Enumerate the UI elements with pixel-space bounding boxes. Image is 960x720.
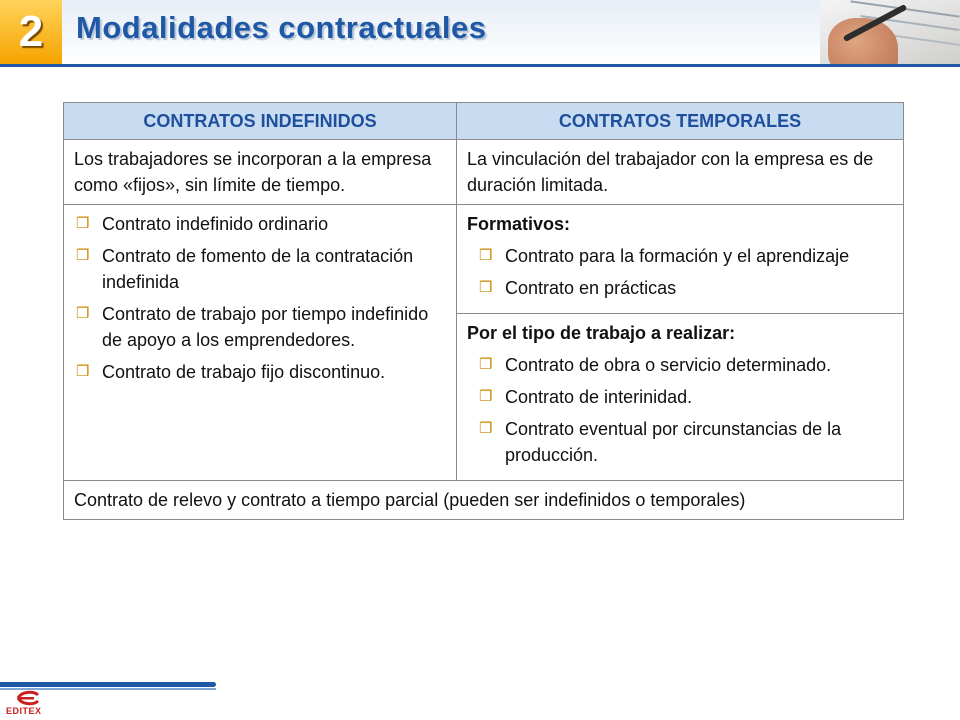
editex-logo-icon: [14, 690, 42, 706]
checkbox-bullet-icon: ❒: [76, 363, 90, 380]
list-item: [477, 416, 893, 468]
definition-temporales: La vinculación del trabajador con la empresa es de duración limitada.: [457, 140, 904, 205]
list-item-text: Contrato de fomento de la contratación indefinida: [102, 246, 414, 292]
footer-row: [64, 481, 904, 520]
column-header-temporales: CONTRATOS TEMPORALES: [457, 103, 904, 140]
table-header-row: [64, 103, 904, 140]
chapter-number: 2: [18, 7, 44, 56]
checkbox-bullet-icon: ❒: [479, 279, 493, 296]
header-divider: [0, 64, 960, 67]
checkbox-bullet-icon: ❒: [76, 247, 90, 264]
list-item-text: Contrato para la formación y el aprendizaje: [505, 246, 850, 266]
list-item-text: Contrato indefinido ordinario: [102, 214, 329, 234]
indefinidos-list-cell: [64, 205, 457, 481]
list-item-text: Contrato de obra o servicio determinado.: [505, 355, 832, 375]
checkbox-bullet-icon: ❒: [76, 215, 90, 232]
list-item: [74, 301, 446, 353]
list-item: [74, 211, 446, 237]
list-item-text: Contrato de interinidad.: [505, 387, 693, 407]
por-tipo-cell: [457, 314, 904, 481]
definition-indefinidos: Los trabajadores se incorporan a la empresa como «fijos», sin límite de tiempo.: [64, 140, 457, 205]
list-item: [74, 359, 446, 385]
list-item: [477, 352, 893, 378]
writing-hand-photo: [820, 0, 960, 64]
contracts-table: [63, 102, 904, 520]
list-item-text: Contrato en prácticas: [505, 278, 677, 298]
chapter-number-badge: [0, 0, 62, 64]
por-tipo-heading: Por el tipo de trabajo a realizar:: [467, 323, 736, 343]
formativos-cell: [457, 205, 904, 314]
list-item: [74, 243, 446, 295]
list-item: [477, 384, 893, 410]
footer-rule: [0, 682, 216, 687]
formativos-heading: Formativos:: [467, 214, 571, 234]
checkbox-bullet-icon: ❒: [76, 305, 90, 322]
relevo-parcial-note: Contrato de relevo y contrato a tiempo parcial (pueden ser indefinidos o temporales): [64, 481, 904, 520]
list-item: [477, 243, 893, 269]
list-item-text: Contrato eventual por circunstancias de la producción.: [505, 419, 842, 465]
slide-title: Modalidades contractuales: [76, 10, 487, 45]
editex-logo: [2, 690, 62, 718]
types-row-1: [64, 205, 904, 314]
list-item-text: Contrato de trabajo por tiempo indefinido de apoyo a los emprendedores.: [102, 304, 429, 350]
list-item: [477, 275, 893, 301]
checkbox-bullet-icon: ❒: [479, 247, 493, 264]
definition-row: [64, 140, 904, 205]
list-item-text: Contrato de trabajo fijo discontinuo.: [102, 362, 386, 382]
slide-header: [0, 0, 960, 66]
column-header-indefinidos: CONTRATOS INDEFINIDOS: [64, 103, 457, 140]
publisher-name: EDITEX: [6, 706, 42, 716]
checkbox-bullet-icon: ❒: [479, 388, 493, 405]
checkbox-bullet-icon: ❒: [479, 420, 493, 437]
checkbox-bullet-icon: ❒: [479, 356, 493, 373]
